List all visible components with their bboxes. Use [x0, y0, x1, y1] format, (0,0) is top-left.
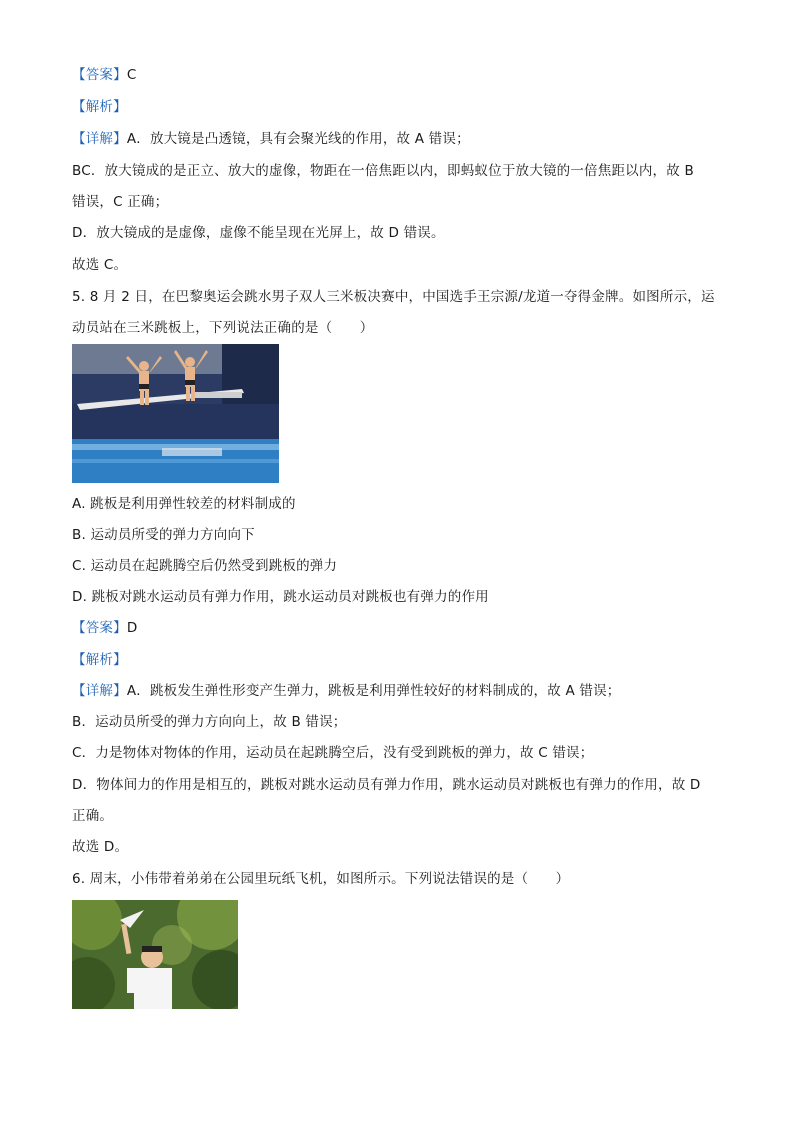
- option-a: A. 跳板是利用弹性较差的材料制成的: [72, 496, 296, 512]
- explanation-line: D．物体间力的作用是相互的，跳板对跳水运动员有弹力作用，跳水运动员对跳板也有弹力的作用，故 D: [72, 777, 701, 793]
- analysis-tag: 【解析】: [72, 99, 127, 115]
- detail-line-1: [72, 129, 470, 149]
- paper-plane-photo: [72, 900, 238, 1009]
- analysis-tag: 【解析】: [72, 652, 127, 668]
- detail-line-2: [72, 681, 620, 701]
- explanation-line: 正确。: [72, 808, 114, 824]
- question-6: 6. 周末，小伟带着弟弟在公园里玩纸飞机，如图所示。下列说法错误的是（ ）: [72, 871, 570, 887]
- option-b: B. 运动员所受的弹力方向向下: [72, 527, 255, 543]
- explanation-line: D．放大镜成的是虚像，虚像不能呈现在光屏上，故 D 错误。: [72, 225, 445, 241]
- explanation-line: B．运动员所受的弹力方向向上，故 B 错误；: [72, 714, 347, 730]
- answer-value: C: [126, 67, 137, 83]
- explanation-line: C．力是物体对物体的作用，运动员在起跳腾空后，没有受到跳板的弹力，故 C 错误；: [72, 745, 594, 761]
- detail-tag: 【详解】: [72, 131, 127, 147]
- explanation-line: 错误，C 正确；: [72, 194, 169, 210]
- question-5-line-1: 5. 8 月 2 日，在巴黎奥运会跳水男子双人三米板决赛中，中国选手王宗源/龙道一夺得金牌。如图所示，运: [72, 289, 715, 305]
- option-d: D. 跳板对跳水运动员有弹力作用，跳水运动员对跳板也有弹力的作用: [72, 589, 489, 605]
- option-c: C. 运动员在起跳腾空后仍然受到跳板的弹力: [72, 558, 338, 574]
- diving-photo: [72, 344, 279, 483]
- answer-value: D: [126, 620, 138, 636]
- answer-line-2: [72, 618, 137, 638]
- answer-line-1: [72, 65, 136, 85]
- question-5-line-2: 动员站在三米跳板上，下列说法正确的是（ ）: [72, 320, 374, 336]
- detail-tag: 【详解】: [72, 683, 127, 699]
- detail-text: A．放大镜是凸透镜，具有会聚光线的作用，故 A 错误；: [126, 131, 470, 147]
- answer-tag: 【答案】: [72, 67, 127, 83]
- choose-line: 故选 C。: [72, 257, 128, 273]
- explanation-line: BC．放大镜成的是正立、放大的虚像，物距在一倍焦距以内，即蚂蚁位于放大镜的一倍焦距以内，故 B: [72, 163, 694, 179]
- answer-tag: 【答案】: [72, 620, 127, 636]
- detail-text: A．跳板发生弹性形变产生弹力，跳板是利用弹性较好的材料制成的，故 A 错误；: [126, 683, 621, 699]
- choose-line: 故选 D。: [72, 839, 129, 855]
